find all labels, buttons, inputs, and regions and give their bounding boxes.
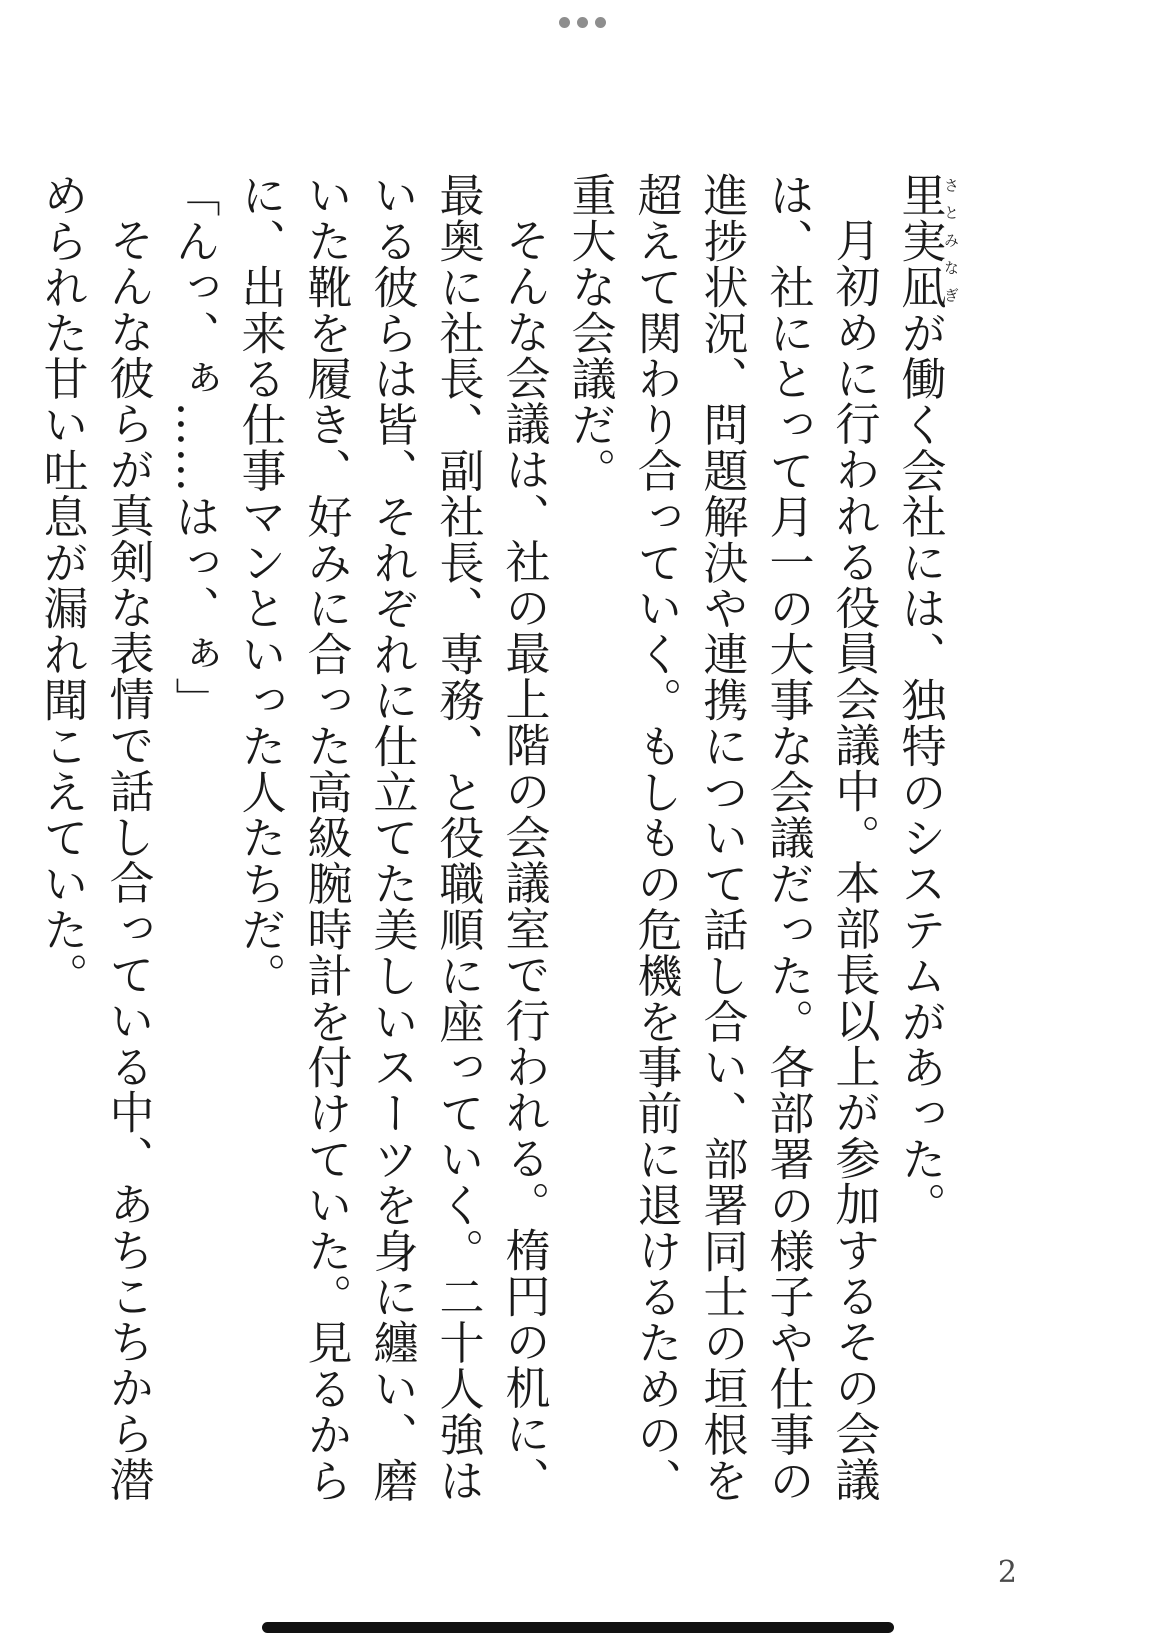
home-indicator-bar[interactable] [262, 1622, 894, 1633]
paragraph-5: そんな彼らが真剣な表情で話し合っている中、あちこちから潜められた甘い吐息が漏れ聞こえていた。 [35, 172, 155, 1503]
page-body-text [29, 172, 960, 1512]
page-number: 2 [997, 1555, 1017, 1590]
dialogue-line: 「んっ、ぁ……はっ、ぁ」 [167, 172, 221, 723]
paragraph-2: 月初めに行われる役員会議中。本部長以上が参加するその会議は、社にとって月一の大事な会議だった。各部署の様子や仕事の進捗状況、問題解決や連携について話し合い、部署同士の垣根を超えて関わり合っていく。もしもの危機を事前に退けるための、重大な会議だ。 [563, 172, 881, 1504]
paragraph-3: そんな会議は、社の最上階の会議室で行われる。楕円の机に、最奥に社長、副社長、専務、と役職順に座っていく。二十人強はいる彼らは皆、それぞれに仕立てた美しいスーツを身に纏い、磨いた靴を履き、好みに合った高級腕時計を付けていた。見るからに、出来る仕事マンといった人たちだ。 [233, 172, 551, 1504]
menu-dot [559, 17, 570, 28]
menu-dot [595, 17, 606, 28]
paragraph-1 [887, 172, 960, 1512]
furigana: さとみなぎ [942, 172, 960, 310]
name-with-furigana: 里実凪さとみなぎ [893, 172, 960, 310]
paragraph-1-text: が働く会社には、独特のシステムがあった。 [893, 309, 947, 1228]
menu-dot [577, 17, 588, 28]
ellipsis-icon[interactable] [559, 17, 606, 28]
